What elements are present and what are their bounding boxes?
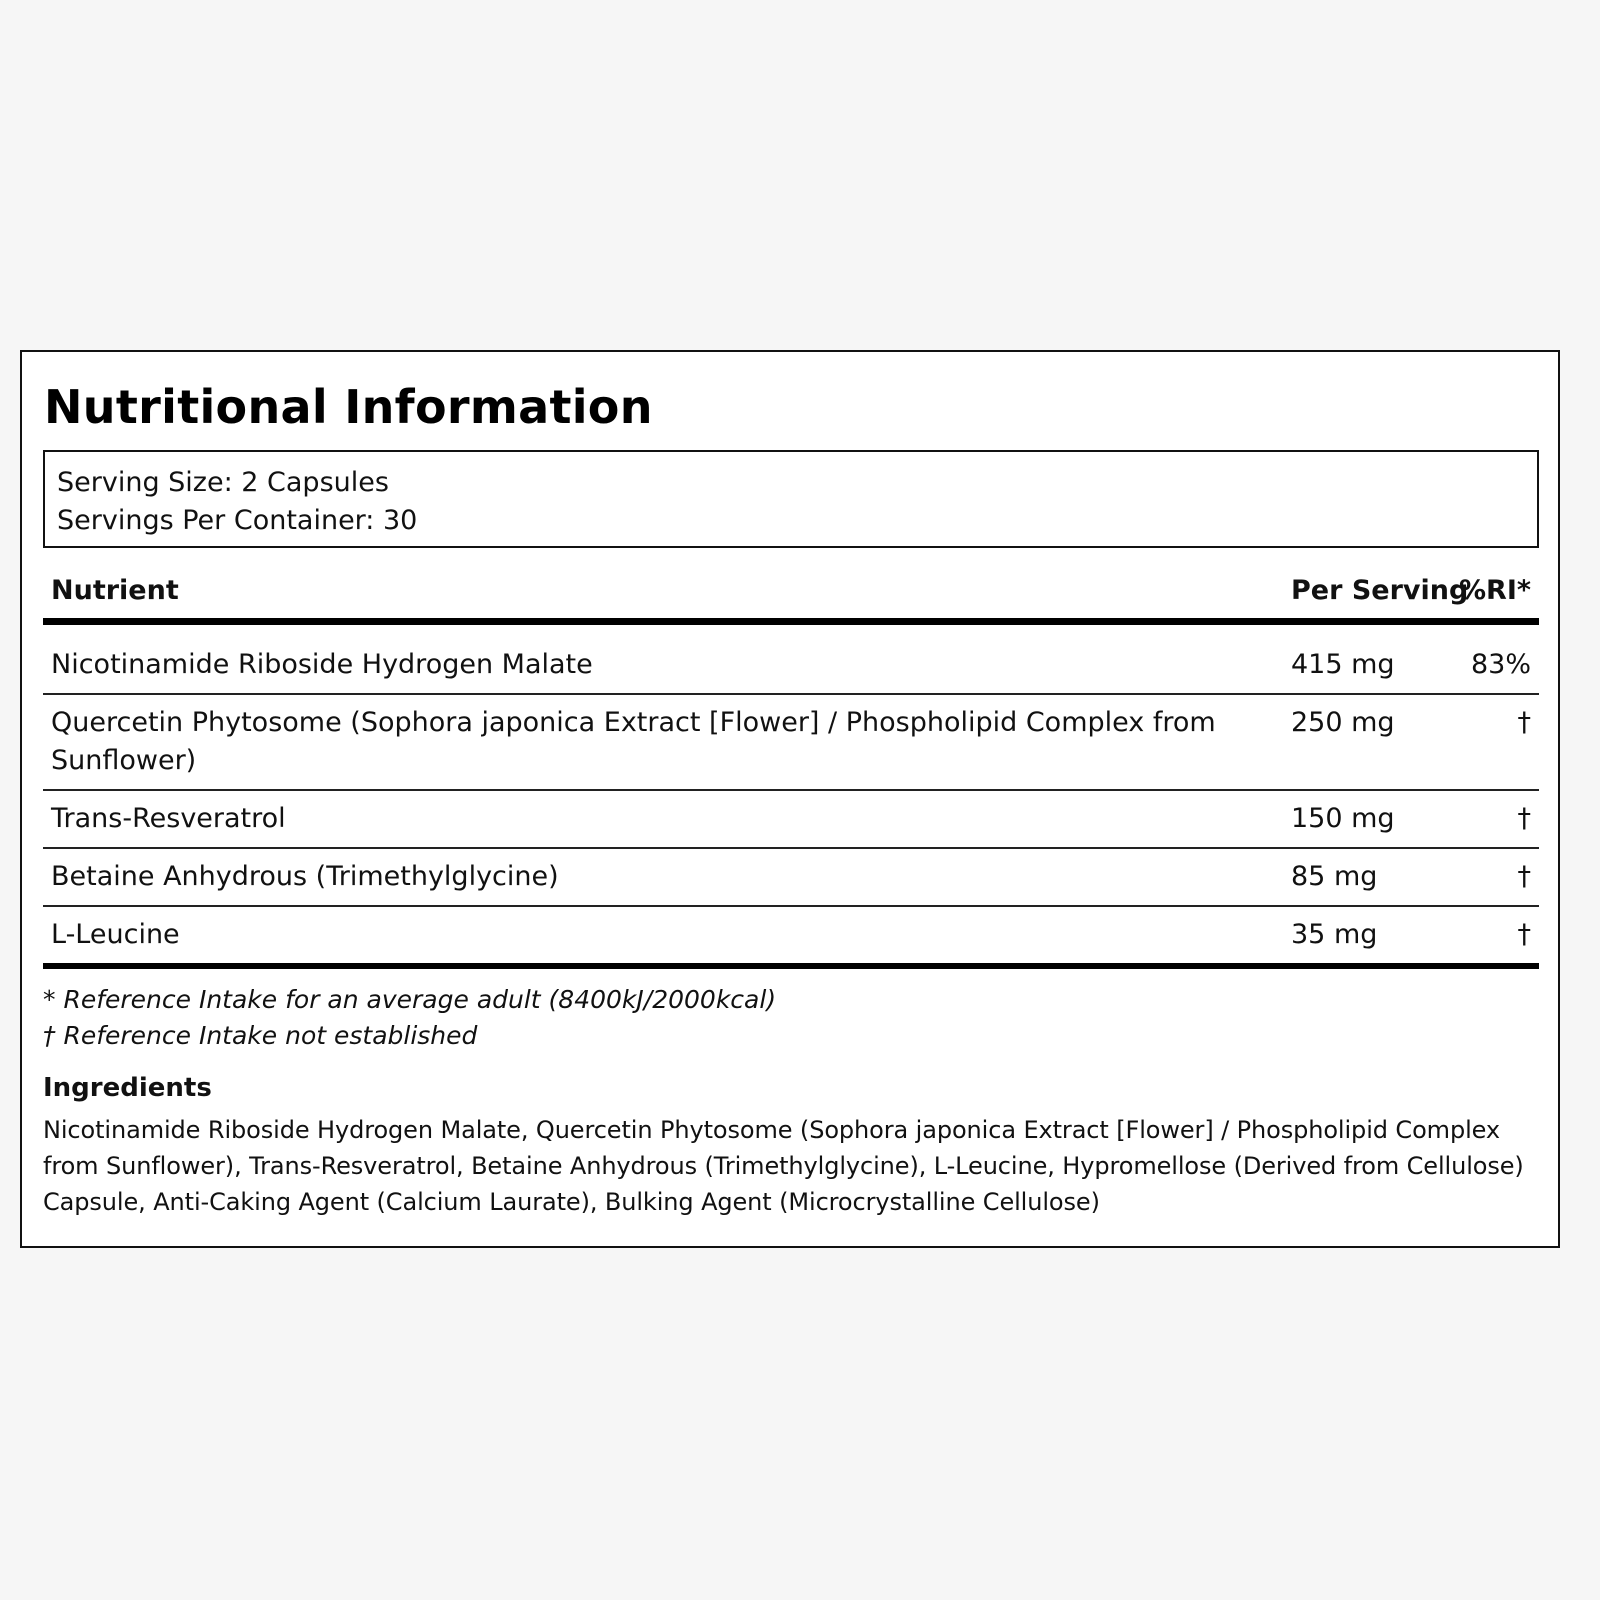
ri-footnote: * Reference Intake for an average adult (8400kJ/2000kcal) [43, 985, 777, 1014]
table-header [43, 570, 1539, 625]
ingredients-list: Nicotinamide Riboside Hydrogen Malate, Quercetin Phytosome (Sophora japonica Extract [Flower] / Phospholipid Complex from Sunflower), Trans-Resveratrol, Betaine Anhydrous (Trimethylglycine), L-Leucine, Hypromellose (Derived from Cellulose) Capsule, Anti-Caking Agent (Calcium Laurate), Bulking Agent (Microcrystalline Cellulose) [43, 1116, 1524, 1216]
header-ri: %RI* [1458, 575, 1531, 606]
page-title: Nutritional Information [44, 380, 653, 434]
nutrient-table [43, 570, 1539, 969]
footnotes [43, 982, 776, 1054]
table-row [43, 625, 1539, 695]
nutrient-name: Nicotinamide Riboside Hydrogen Malate [51, 649, 593, 680]
nutrient-amount: 85 mg [1291, 861, 1378, 892]
nutrient-ri: † [1517, 919, 1531, 950]
table-row [43, 907, 1539, 969]
nutrient-name: Trans-Resveratrol [51, 803, 286, 834]
table-row [43, 695, 1539, 791]
nutrient-ri: † [1517, 861, 1531, 892]
nutrient-amount: 415 mg [1291, 649, 1395, 680]
header-per-serving: Per Serving [1291, 575, 1469, 606]
nutrient-ri: † [1517, 803, 1531, 834]
nutrient-amount: 35 mg [1291, 919, 1378, 950]
table-row [43, 849, 1539, 907]
serving-info-box [43, 450, 1539, 548]
nutrient-amount: 150 mg [1291, 803, 1395, 834]
servings-per-container: Servings Per Container: 30 [57, 505, 418, 536]
nutrient-name: Quercetin Phytosome (Sophora japonica Extract [Flower] / Phospholipid Complex from Sunflower) [51, 707, 1216, 776]
ingredients-heading: Ingredients [43, 1073, 212, 1103]
table-row [43, 791, 1539, 849]
nutrient-name: Betaine Anhydrous (Trimethylglycine) [51, 861, 559, 892]
header-nutrient: Nutrient [51, 575, 179, 606]
nutrient-ri: 83% [1470, 649, 1531, 680]
dagger-footnote: † Reference Intake not established [43, 1021, 478, 1050]
nutrient-ri: † [1517, 707, 1531, 738]
nutrient-amount: 250 mg [1291, 707, 1395, 738]
nutrition-panel [20, 350, 1560, 1248]
nutrient-name: L-Leucine [51, 919, 180, 950]
serving-size: Serving Size: 2 Capsules [57, 467, 389, 498]
